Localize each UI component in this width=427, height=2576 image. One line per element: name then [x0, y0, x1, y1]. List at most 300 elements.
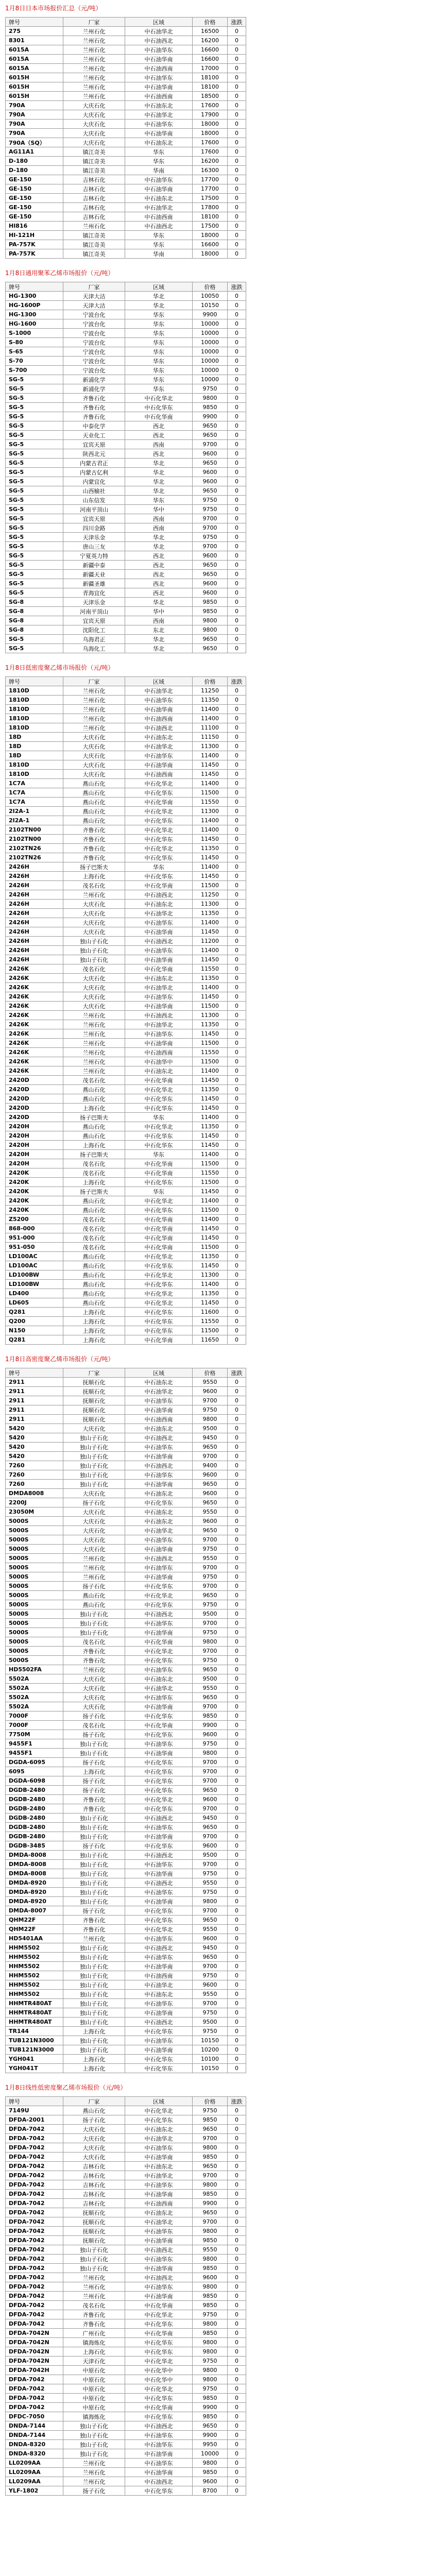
table-cell: 9700 [193, 2171, 228, 2180]
table-cell: 5420 [6, 1452, 63, 1461]
table-row [6, 1823, 246, 1832]
table-cell: 西南 [125, 514, 193, 523]
table-cell: DFDA-2001 [6, 2115, 63, 2125]
table-cell: 燕山石化 [63, 788, 125, 798]
table-cell: 18000 [193, 249, 228, 259]
table-cell: 中石化华东 [125, 788, 193, 798]
table-row [6, 357, 246, 366]
table-cell: 中石油华南 [125, 82, 193, 92]
table-cell: 宁波台化 [63, 310, 125, 319]
table-cell: 兰州石化 [63, 73, 125, 82]
table-cell: 独山子石化 [63, 937, 125, 946]
column-header: 价格 [193, 2097, 228, 2106]
table-cell: 华北 [125, 292, 193, 301]
table-cell: 0 [228, 872, 246, 881]
table-cell: 内蒙古亿利 [63, 468, 125, 477]
table-row [6, 1721, 246, 1730]
table-cell: 镇海炼化 [63, 2338, 125, 2347]
table-row [6, 742, 246, 751]
table-row [6, 2190, 246, 2199]
table-cell: 2I2A-1 [6, 816, 63, 825]
table-cell: DFDA-7042 [6, 2143, 63, 2153]
table-cell: DFDA-7042 [6, 2125, 63, 2134]
table-cell: 扬子石化 [63, 1841, 125, 1851]
table-cell: 9700 [193, 1776, 228, 1786]
table-cell: 河南平顶山 [63, 505, 125, 514]
table-cell: 中石化华北 [125, 807, 193, 816]
table-cell: 0 [228, 1804, 246, 1814]
section-gap [0, 653, 427, 659]
table-cell: 11550 [193, 1048, 228, 1057]
table-cell: TUB121N3000 [6, 2036, 63, 2045]
table-cell: 2426K [6, 1029, 63, 1039]
table-cell: 0 [228, 1461, 246, 1470]
table-row [6, 2036, 246, 2045]
table-cell: 11400 [193, 983, 228, 992]
table-cell: 11450 [193, 955, 228, 964]
table-row [6, 723, 246, 733]
table-cell: 华东 [125, 862, 193, 872]
table-cell: 兰州石化 [63, 686, 125, 696]
table-row [6, 1563, 246, 1572]
table-row [6, 1943, 246, 1953]
table-cell: 中石油华南 [125, 1628, 193, 1637]
table-cell: 9550 [193, 1507, 228, 1517]
table-row [6, 1104, 246, 1113]
table-cell: 0 [228, 2357, 246, 2366]
table-cell: 0 [228, 1178, 246, 1187]
table-cell: 8301 [6, 36, 63, 45]
table-row [6, 1526, 246, 1535]
table-cell: 0 [228, 2125, 246, 2134]
table-cell: 7149U [6, 2106, 63, 2115]
table-cell: 8700 [193, 2486, 228, 2496]
table-row [6, 1039, 246, 1048]
table-cell: 5000S [6, 1591, 63, 1600]
table-row [6, 788, 246, 798]
table-cell: 0 [228, 2366, 246, 2375]
table-cell: 0 [228, 2036, 246, 2045]
table-cell: DFDA-7042 [6, 2375, 63, 2384]
table-cell: DFDA-7042 [6, 2403, 63, 2412]
table-row [6, 1187, 246, 1196]
table-cell: 9600 [193, 2477, 228, 2486]
table-cell: 华东 [125, 231, 193, 240]
table-cell: TUB121N3000 [6, 2045, 63, 2055]
table-cell: 0 [228, 1860, 246, 1869]
table-cell: 中石油华南 [125, 1039, 193, 1048]
table-cell: 2911 [6, 1396, 63, 1405]
table-cell: 9455F1 [6, 1749, 63, 1758]
table-cell: 6015A [6, 45, 63, 55]
table-row [6, 1749, 246, 1758]
table-cell: SG-5 [6, 431, 63, 440]
table-row [6, 2171, 246, 2180]
table-cell: 1C7A [6, 779, 63, 788]
table-cell: 11350 [193, 1252, 228, 1261]
table-cell: 0 [228, 1841, 246, 1851]
table-cell: 0 [228, 1888, 246, 1897]
table-row [6, 1572, 246, 1582]
table-row [6, 1962, 246, 1971]
table-cell: 中石化华南 [125, 1076, 193, 1085]
table-cell: D-180 [6, 157, 63, 166]
table-cell: 0 [228, 110, 246, 120]
table-cell: 9850 [193, 2301, 228, 2310]
table-cell: DMDA-8920 [6, 1888, 63, 1897]
table-cell: 独山子石化 [63, 1480, 125, 1489]
table-cell: 中石化华东 [125, 2064, 193, 2073]
table-cell: 0 [228, 36, 246, 45]
table-row [6, 101, 246, 110]
table-row [6, 138, 246, 147]
table-cell: 1810D [6, 696, 63, 705]
table-cell: 镇江奇美 [63, 166, 125, 175]
table-cell: 西北 [125, 421, 193, 431]
table-cell: DFDA-7042H [6, 2366, 63, 2375]
table-cell: 9850 [193, 2264, 228, 2273]
table-row [6, 1415, 246, 1424]
table-cell: 齐鲁石化 [63, 1916, 125, 1925]
table-cell: DGDB-2480 [6, 1832, 63, 1841]
table-cell: 17500 [193, 222, 228, 231]
table-cell: 0 [228, 1168, 246, 1178]
table-row [6, 927, 246, 937]
table-cell: 华东 [125, 240, 193, 249]
table-cell: 中石油华中 [125, 1057, 193, 1066]
table-cell: 9750 [193, 1971, 228, 1980]
table-cell: 790A [6, 129, 63, 138]
table-row [6, 27, 246, 36]
table-cell: 9550 [193, 1378, 228, 1387]
table-cell: 上海石化 [63, 1308, 125, 1317]
table-cell: 中石油华东 [125, 45, 193, 55]
table-row [6, 1317, 246, 1326]
table-cell: 吉林石化 [63, 2199, 125, 2208]
table-cell: 0 [228, 203, 246, 212]
table-row [6, 147, 246, 157]
table-cell: 0 [228, 1317, 246, 1326]
table-cell: 9700 [193, 2217, 228, 2227]
table-cell: 0 [228, 1971, 246, 1980]
table-cell: 中石化华北 [125, 2106, 193, 2115]
table-cell: HHM5502 [6, 1962, 63, 1971]
table-row [6, 1048, 246, 1057]
table-cell: HD5401AA [6, 1934, 63, 1943]
table-cell: 0 [228, 2018, 246, 2027]
column-header: 厂家 [63, 1368, 125, 1378]
table-cell: 中石化华南 [125, 2403, 193, 2412]
table-cell: 大庆石化 [63, 1684, 125, 1693]
table-cell: 0 [228, 890, 246, 900]
table-row [6, 825, 246, 835]
table-cell: 9800 [193, 2459, 228, 2468]
table-cell: 9650 [193, 570, 228, 579]
table-cell: 华东 [125, 384, 193, 394]
table-row [6, 384, 246, 394]
table-cell: 16200 [193, 157, 228, 166]
table-cell: 中石化华东 [125, 1261, 193, 1270]
table-cell: 18100 [193, 212, 228, 222]
table-cell: 兰州石化 [63, 2292, 125, 2301]
table-cell: 镇江奇美 [63, 157, 125, 166]
table-cell: 9700 [193, 523, 228, 533]
table-cell: 0 [228, 92, 246, 101]
table-cell: 0 [228, 1990, 246, 1999]
table-row [6, 2384, 246, 2394]
table-cell: 17600 [193, 101, 228, 110]
table-cell: DFDA-7042 [6, 2301, 63, 2310]
table-cell: 9750 [193, 505, 228, 514]
table-cell: 9650 [193, 1665, 228, 1674]
table-cell: 0 [228, 588, 246, 598]
table-cell: Z5200 [6, 1215, 63, 1224]
table-cell: 大庆石化 [63, 760, 125, 770]
table-row [6, 2412, 246, 2421]
table-cell: 宁波台化 [63, 329, 125, 338]
table-cell: 9900 [193, 2199, 228, 2208]
table-cell: DFDA-7042 [6, 2171, 63, 2180]
table-cell: 中石油华北 [125, 742, 193, 751]
table-cell: 中石油西南 [125, 212, 193, 222]
table-cell: 0 [228, 1470, 246, 1480]
table-cell: 0 [228, 1545, 246, 1554]
table-cell: 中泰化学 [63, 421, 125, 431]
table-cell: 燕山石化 [63, 1206, 125, 1215]
table-cell: DGDA-6095 [6, 1758, 63, 1767]
table-cell: 0 [228, 853, 246, 862]
table-cell: 0 [228, 1387, 246, 1396]
table-cell: 中石油西北 [125, 2477, 193, 2486]
table-cell: 0 [228, 561, 246, 570]
table-cell: 扬子巴斯夫 [63, 1113, 125, 1122]
table-row [6, 1619, 246, 1628]
table-cell: 7260 [6, 1470, 63, 1480]
table-cell: 9700 [193, 1999, 228, 2008]
column-header: 价格 [193, 18, 228, 27]
table-cell: 0 [228, 1405, 246, 1415]
table-cell: DGDB-3485 [6, 1841, 63, 1851]
table-cell: 中石油华东 [125, 1739, 193, 1749]
table-cell: 11300 [193, 742, 228, 751]
table-cell: 大庆石化 [63, 983, 125, 992]
table-cell: 大庆石化 [63, 101, 125, 110]
table-cell: 9700 [193, 1962, 228, 1971]
table-cell: 5000S [6, 1563, 63, 1572]
table-row [6, 1308, 246, 1317]
table-cell: 11450 [193, 1029, 228, 1039]
table-cell: 9600 [193, 1934, 228, 1943]
table-cell: 9600 [193, 588, 228, 598]
table-cell: 0 [228, 733, 246, 742]
table-cell: 9700 [193, 1832, 228, 1841]
table-cell: 燕山石化 [63, 1280, 125, 1289]
table-cell: 扬子石化 [63, 1730, 125, 1739]
table-cell: 中石化华东 [125, 1758, 193, 1767]
table-cell: 11500 [193, 1206, 228, 1215]
table-cell: 中石油华南 [125, 1002, 193, 1011]
table-cell: 0 [228, 2190, 246, 2199]
table-cell: 11400 [193, 946, 228, 955]
table-cell: 0 [228, 1196, 246, 1206]
table-cell: 中石化华东 [125, 1916, 193, 1925]
table-cell: 9650 [193, 421, 228, 431]
table-row [6, 1916, 246, 1925]
table-cell: 独山子石化 [63, 1860, 125, 1869]
table-cell: 11400 [193, 779, 228, 788]
table-cell: 0 [228, 1980, 246, 1990]
table-cell: S-700 [6, 366, 63, 375]
table-cell: 燕山石化 [63, 1270, 125, 1280]
table-cell: 镇江奇美 [63, 147, 125, 157]
table-row [6, 2236, 246, 2245]
table-cell: 9650 [193, 431, 228, 440]
table-cell: 大庆石化 [63, 733, 125, 742]
table-cell: 0 [228, 1749, 246, 1758]
table-cell: 中石油华南 [125, 2449, 193, 2459]
table-cell: 0 [228, 1943, 246, 1953]
table-cell: 0 [228, 1113, 246, 1122]
table-cell: 5420 [6, 1424, 63, 1433]
table-cell: 茂名石化 [63, 1233, 125, 1243]
table-cell: 茂名石化 [63, 1168, 125, 1178]
table-cell: 华东 [125, 366, 193, 375]
table-cell: 大庆石化 [63, 770, 125, 779]
table-cell: 中石油华北 [125, 110, 193, 120]
table-cell: 吉林石化 [63, 194, 125, 203]
table-row [6, 1841, 246, 1851]
column-header: 涨跌 [228, 18, 246, 27]
table-cell: 大庆石化 [63, 1002, 125, 1011]
table-cell: 0 [228, 477, 246, 486]
table-cell: 2426H [6, 881, 63, 890]
table-cell: Q281 [6, 1335, 63, 1345]
table-cell: HHMTR480AT [6, 1999, 63, 2008]
table-cell: 华东 [125, 1150, 193, 1159]
table-cell: 中石化华南 [125, 1243, 193, 1252]
table-cell: 11450 [193, 1094, 228, 1104]
table-cell: 中石油华南 [125, 2008, 193, 2018]
table-cell: 华北 [125, 301, 193, 310]
table-cell: 0 [228, 1656, 246, 1665]
table-row [6, 2018, 246, 2027]
table-cell: 中石油西北 [125, 723, 193, 733]
table-cell: 0 [228, 129, 246, 138]
table-cell: 0 [228, 1104, 246, 1113]
table-cell: 9700 [193, 1767, 228, 1776]
table-cell: SG-5 [6, 384, 63, 394]
table-cell: 0 [228, 1619, 246, 1628]
table-cell: 9750 [193, 1869, 228, 1878]
table-cell: 11450 [193, 853, 228, 862]
table-cell: 华北 [125, 486, 193, 496]
table-row [6, 82, 246, 92]
table-cell: 西南 [125, 440, 193, 449]
table-cell: 独山子石化 [63, 955, 125, 964]
table-cell: 9900 [193, 310, 228, 319]
table-cell: HHMTR480AT [6, 2008, 63, 2018]
table-row [6, 1628, 246, 1637]
table-cell: 2420H [6, 1159, 63, 1168]
table-cell: 中原石化 [63, 2403, 125, 2412]
table-cell: 中原石化 [63, 2366, 125, 2375]
table-cell: 0 [228, 2045, 246, 2055]
table-cell: 兰州石化 [63, 696, 125, 705]
table-cell: 0 [228, 974, 246, 983]
table-cell: 中石油西北 [125, 2273, 193, 2282]
table-cell: 9450 [193, 1814, 228, 1823]
table-row [6, 36, 246, 45]
table-row [6, 2227, 246, 2236]
table-cell: 18000 [193, 231, 228, 240]
table-cell: 2420H [6, 1131, 63, 1141]
table-cell: 9600 [193, 1470, 228, 1480]
table-cell: 燕山石化 [63, 1085, 125, 1094]
table-cell: 2420K [6, 1196, 63, 1206]
table-cell: 0 [228, 2217, 246, 2227]
table-cell: DFDA-7042 [6, 2264, 63, 2273]
table-cell: 2420H [6, 1141, 63, 1150]
table-row [6, 2338, 246, 2347]
table-row [6, 1113, 246, 1122]
table-cell: DFDA-7042 [6, 2394, 63, 2403]
column-header: 牌号 [6, 1368, 63, 1378]
table-cell: 中石油西北 [125, 1609, 193, 1619]
table-row [6, 2347, 246, 2357]
table-cell: 独山子石化 [63, 946, 125, 955]
table-row [6, 770, 246, 779]
table-cell: 2426K [6, 1066, 63, 1076]
table-cell: LD100BW [6, 1270, 63, 1280]
table-cell: 大庆石化 [63, 1545, 125, 1554]
table-cell: 16600 [193, 240, 228, 249]
table-cell: 燕山石化 [63, 1591, 125, 1600]
table-cell: 中石化华南 [125, 2329, 193, 2338]
table-cell: 兰州石化 [63, 1066, 125, 1076]
table-cell: AG11A1 [6, 147, 63, 157]
table-row [6, 807, 246, 816]
table-cell: 5000S [6, 1628, 63, 1637]
table-cell: 大庆石化 [63, 110, 125, 120]
table-row [6, 1011, 246, 1020]
table-cell: 中石油西南 [125, 714, 193, 723]
table-cell: 0 [228, 468, 246, 477]
table-cell: 9500 [193, 1674, 228, 1684]
table-cell: 抚顺石化 [63, 2217, 125, 2227]
table-cell: 中石油华南 [125, 2468, 193, 2477]
table-cell: 11450 [193, 1261, 228, 1270]
table-cell: QHM22F [6, 1925, 63, 1934]
table-row [6, 1702, 246, 1711]
table-cell: 中石油华南 [125, 927, 193, 937]
table-cell: 9600 [193, 1517, 228, 1526]
table-cell: 燕山石化 [63, 1298, 125, 1308]
table-cell: 9850 [193, 2329, 228, 2338]
table-row [6, 431, 246, 440]
table-cell: 0 [228, 166, 246, 175]
table-row [6, 616, 246, 625]
table-cell: 山东信发 [63, 496, 125, 505]
table-cell: 兰州石化 [63, 64, 125, 73]
table-cell: SG-5 [6, 635, 63, 644]
table-cell: 0 [228, 222, 246, 231]
table-row [6, 394, 246, 403]
table-cell: 0 [228, 2375, 246, 2384]
table-cell: 2426H [6, 900, 63, 909]
table-row [6, 1517, 246, 1526]
table-cell: SG-5 [6, 588, 63, 598]
table-row [6, 2394, 246, 2403]
